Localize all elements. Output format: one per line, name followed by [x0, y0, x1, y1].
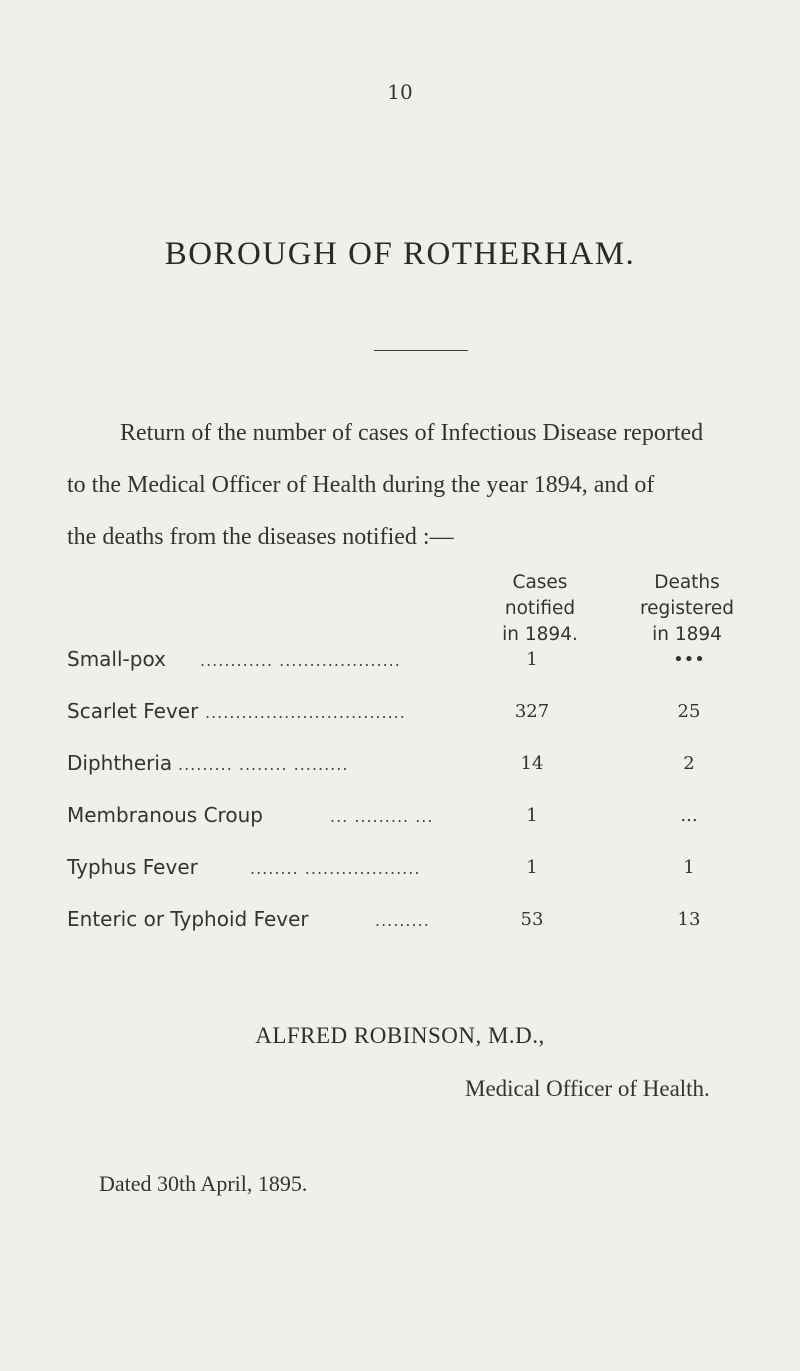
cases-value: 1: [526, 649, 538, 670]
cases-value: 14: [520, 753, 544, 774]
column-header-line: registered: [639, 598, 735, 619]
leader-dots: ............ ....................: [200, 651, 401, 670]
disease-label: Diphtheria: [67, 751, 173, 775]
deaths-value: •••: [673, 649, 705, 670]
deaths-value: ...: [680, 805, 698, 826]
disease-label: Small-pox: [67, 647, 166, 671]
signature-title: Medical Officer of Health.: [465, 1076, 710, 1101]
deaths-value: 13: [677, 909, 701, 930]
document-heading: BOROUGH OF ROTHERHAM.: [164, 236, 636, 272]
column-header-line: in 1894: [652, 624, 722, 645]
cases-value: 327: [514, 701, 550, 722]
heading-rule: [374, 350, 468, 351]
signature-name: ALFRED ROBINSON, M.D.,: [255, 1023, 545, 1048]
leader-dots: .................................: [205, 703, 406, 722]
disease-label: Typhus Fever: [67, 855, 198, 879]
intro-line: to the Medical Officer of Health during the year 1894, and of: [67, 472, 655, 498]
page-number: 10: [387, 80, 413, 104]
column-header-deaths: [612, 570, 762, 648]
disease-label: Scarlet Fever: [67, 699, 199, 723]
deaths-value: 25: [677, 701, 701, 722]
column-header-line: Cases: [512, 572, 568, 593]
cases-value: 1: [526, 857, 538, 878]
leader-dots: ........ ...................: [250, 859, 421, 878]
leader-dots: ......... ........ .........: [178, 755, 349, 774]
column-header-line: Deaths: [654, 572, 720, 593]
date-line: Dated 30th April, 1895.: [99, 1171, 308, 1196]
intro-line: the deaths from the diseases notified :—: [67, 524, 454, 550]
leader-dots: ... ......... ...: [330, 807, 434, 826]
column-header-cases: [480, 570, 600, 648]
deaths-value: 2: [683, 753, 695, 774]
cases-value: 53: [520, 909, 544, 930]
disease-label: Membranous Croup: [67, 803, 263, 827]
column-header-line: in 1894.: [502, 624, 578, 645]
deaths-value: 1: [683, 857, 695, 878]
intro-line: Return of the number of cases of Infectious Disease reported: [120, 420, 704, 446]
disease-label: Enteric or Typhoid Fever: [67, 907, 309, 931]
column-header-line: notified: [504, 598, 576, 619]
leader-dots: .........: [375, 911, 430, 930]
cases-value: 1: [526, 805, 538, 826]
